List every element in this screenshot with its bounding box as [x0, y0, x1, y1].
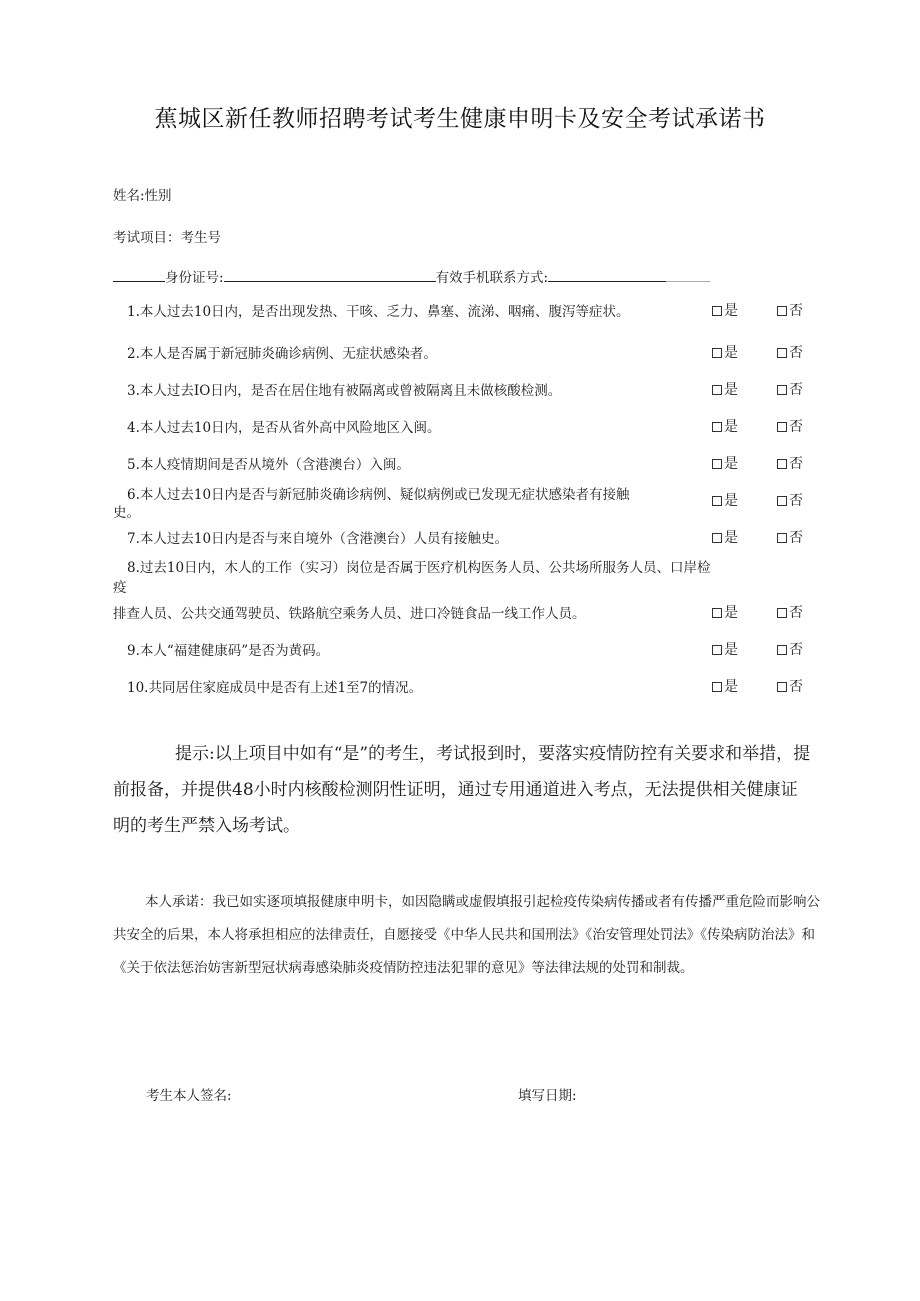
question-9-yes[interactable]	[712, 639, 738, 659]
exam-subject-field: 考试项目：考生号	[113, 230, 221, 246]
no-label: 否	[789, 605, 803, 621]
checkbox-icon	[777, 496, 787, 506]
signature-label: 考生本人签名:	[146, 1088, 232, 1104]
question-10-yes[interactable]	[712, 676, 738, 696]
id-phone-row	[113, 266, 710, 286]
question-7-text: 7.本人过去10日内是否与来自境外（含港澳台）人员有接触史。	[127, 531, 509, 547]
question-10-text: 10.共同居住家庭成员中是否有上述1至7的情况。	[127, 680, 423, 696]
question-3-yes[interactable]	[712, 379, 738, 399]
id-leading-blank	[113, 267, 165, 282]
document-title: 蕉城区新任教师招聘考试考生健康申明卡及安全考试承诺书	[154, 106, 766, 132]
question-1-yes[interactable]	[712, 300, 738, 320]
question-2-yes[interactable]	[712, 342, 738, 362]
no-label: 否	[789, 493, 803, 509]
no-label: 否	[789, 642, 803, 658]
checkbox-icon	[712, 533, 722, 543]
id-label: 身份证号:	[165, 270, 224, 286]
question-1-no[interactable]	[777, 300, 803, 320]
yes-label: 是	[724, 456, 738, 472]
checkbox-icon	[712, 348, 722, 358]
checkbox-icon	[712, 306, 722, 316]
pledge-paragraph: 本人承诺：我已如实逐项填报健康申明卡，如因隐瞒或虚假填报引起检疫传染病传播或者有传播严重危险而影响公共安全的后果，本人将承担相应的法律责任，自愿接受《中华人民共和国刑法》《治安管理处罚法》《传染病防治法》和《关于依法惩治妨害新型冠状病毒感染肺炎疫情防控违法犯罪的意见》等法律法规的处罚和制裁。	[113, 894, 820, 976]
question-4-text: 4.本人过去10日内，是否从省外高中风险地区入闽。	[127, 420, 441, 436]
question-5-yes[interactable]	[712, 453, 738, 473]
yes-label: 是	[724, 530, 738, 546]
question-1-text: 1.本人过去10日内，是否出现发热、干咳、乏力、鼻塞、流涕、咽痛、腹泻等症状。	[127, 304, 630, 320]
no-label: 否	[789, 382, 803, 398]
yes-label: 是	[724, 419, 738, 435]
checkbox-icon	[777, 306, 787, 316]
no-label: 否	[789, 679, 803, 695]
question-6-text: 6.本人过去10日内是否与新冠肺炎确诊病例、疑似病例或已发现无症状感染者有接触	[127, 487, 630, 503]
question-8-no[interactable]	[777, 602, 803, 622]
checkbox-icon	[712, 385, 722, 395]
tip-paragraph: 提示:以上项目中如有“是”的考生，考试报到时，要落实疫情防控有关要求和举措，提前报备，并提供48小时内核酸检测阴性证明，通过专用通道进入考点，无法提供相关健康证明的考生严禁入场考试。	[113, 744, 811, 836]
yes-label: 是	[724, 605, 738, 621]
checkbox-icon	[712, 645, 722, 655]
question-7-yes[interactable]	[712, 527, 738, 547]
question-3-text: 3.本人过去IO日内，是否在居住地有被隔离或曾被隔离且未做核酸检测。	[127, 383, 562, 399]
question-4-no[interactable]	[777, 416, 803, 436]
question-6-yes[interactable]	[712, 490, 738, 510]
checkbox-icon	[777, 682, 787, 692]
question-7-no[interactable]	[777, 527, 803, 547]
yes-label: 是	[724, 642, 738, 658]
checkbox-icon	[777, 608, 787, 618]
question-5-text: 5.本人疫情期间是否从境外（含港澳台）入闽。	[127, 457, 410, 473]
question-9-no[interactable]	[777, 639, 803, 659]
yes-label: 是	[724, 679, 738, 695]
checkbox-icon	[712, 608, 722, 618]
checkbox-icon	[777, 533, 787, 543]
question-3-no[interactable]	[777, 379, 803, 399]
checkbox-icon	[712, 459, 722, 469]
checkbox-icon	[712, 682, 722, 692]
question-2-no[interactable]	[777, 342, 803, 362]
checkbox-icon	[777, 645, 787, 655]
question-8-text: 8.过去10日内，木人的工作（实习）岗位是否属于医疗机构医务人员、公共场所服务人员、口岸检	[127, 560, 711, 576]
no-label: 否	[789, 345, 803, 361]
no-label: 否	[789, 530, 803, 546]
name-gender-field: 姓名:性别	[113, 188, 172, 204]
id-number-blank	[224, 267, 436, 282]
yes-label: 是	[724, 345, 738, 361]
no-label: 否	[789, 303, 803, 319]
checkbox-icon	[777, 422, 787, 432]
question-6-text-continued: 史。	[113, 505, 140, 521]
question-10-no[interactable]	[777, 676, 803, 696]
checkbox-icon	[777, 385, 787, 395]
checkbox-icon	[712, 422, 722, 432]
question-8-yes[interactable]	[712, 602, 738, 622]
no-label: 否	[789, 419, 803, 435]
question-8-text-wrap: 疫	[113, 580, 127, 596]
checkbox-icon	[712, 496, 722, 506]
yes-label: 是	[724, 493, 738, 509]
question-4-yes[interactable]	[712, 416, 738, 436]
checkbox-icon	[777, 459, 787, 469]
phone-label: 有效手机联系方式:	[435, 270, 549, 286]
no-label: 否	[789, 456, 803, 472]
question-2-text: 2.本人是否属于新冠肺炎确诊病例、无症状感染者。	[127, 346, 437, 362]
checkbox-icon	[777, 348, 787, 358]
phone-number-blank	[548, 267, 666, 282]
yes-label: 是	[724, 382, 738, 398]
date-label: 填写日期:	[518, 1088, 577, 1104]
phone-trailing-blank	[666, 267, 710, 282]
yes-label: 是	[724, 303, 738, 319]
question-8-text-continued: 排查人员、公共交通驾驶员、铁路航空乘务人员、进口冷链食品一线工作人员。	[113, 606, 586, 622]
question-6-no[interactable]	[777, 490, 803, 510]
question-5-no[interactable]	[777, 453, 803, 473]
question-9-text: 9.本人“福建健康码”是否为黄码。	[127, 643, 330, 659]
